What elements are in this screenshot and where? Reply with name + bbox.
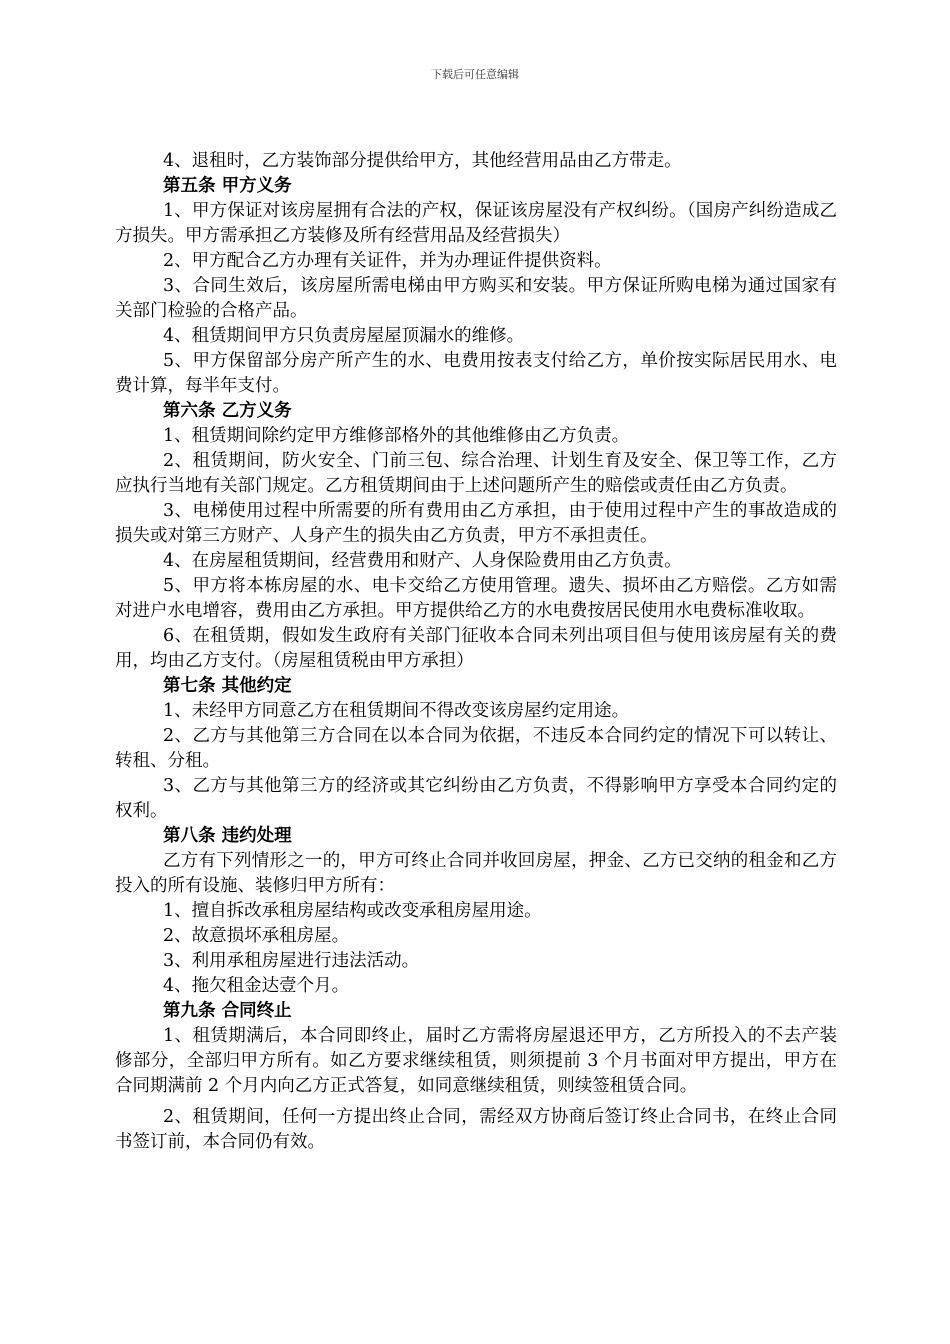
paragraph: 5、甲方保留部分房产所产生的水、电费用按表支付给乙方，单价按实际居民用水、电费计算，每半年支付。 <box>115 351 837 396</box>
paragraph: 4、在房屋租赁期间，经营费用和财产、人身保险费用由乙方负责。 <box>163 551 682 571</box>
paragraph: 3、利用承租房屋进行违法活动。 <box>163 951 420 971</box>
section-heading: 第七条 其他约定 <box>163 676 292 696</box>
paragraph: 1、甲方保证对该房屋拥有合法的产权，保证该房屋没有产权纠纷。（国房产纠纷造成乙方损失。甲方需承担乙方装修及所有经营用品及经营损失） <box>115 201 837 246</box>
paragraph: 2、租赁期间，防火安全、门前三包、综合治理、计划生育及安全、保卫等工作，乙方应执行当地有关部门规定。乙方租赁期间由于上述问题所产生的赔偿或责任由乙方负责。 <box>115 451 837 496</box>
section-heading: 第六条 乙方义务 <box>163 401 292 421</box>
paragraph: 1、未经甲方同意乙方在租赁期间不得改变该房屋约定用途。 <box>163 701 630 721</box>
section-heading: 第八条 违约处理 <box>163 826 292 846</box>
paragraph: 4、拖欠租金达壹个月。 <box>163 976 350 996</box>
paragraph: 2、乙方与其他第三方合同在以本合同为依据，不违反本合同约定的情况下可以转让、转租、分租。 <box>115 726 837 771</box>
paragraph: 1、擅自拆改承租房屋结构或改变承租房屋用途。 <box>163 901 542 921</box>
paragraph: 3、乙方与其他第三方的经济或其它纠纷由乙方负责，不得影响甲方享受本合同约定的权利。 <box>115 776 837 821</box>
paragraph: 3、合同生效后，该房屋所需电梯由甲方购买和安装。甲方保证所购电梯为通过国家有关部门检验的合格产品。 <box>115 276 837 321</box>
paragraph: 1、租赁期满后，本合同即终止，届时乙方需将房屋退还甲方，乙方所投入的不去产装修部分，全部归甲方所有。如乙方要求继续租赁，则须提前 3 个月书面对甲方提出，甲方在合同期满前 2 个月内向乙方正式答复，如同意继续租赁，则续签租赁合同。 <box>115 1026 837 1096</box>
section-heading: 第五条 甲方义务 <box>163 176 292 196</box>
paragraph: 2、故意损坏承租房屋。 <box>163 926 350 946</box>
paragraph: 4、退租时，乙方装饰部分提供给甲方，其他经营用品由乙方带走。 <box>163 151 682 171</box>
paragraph: 4、租赁期间甲方只负责房屋屋顶漏水的维修。 <box>163 326 525 346</box>
paragraph: 3、电梯使用过程中所需要的所有费用由乙方承担，由于使用过程中产生的事故造成的损失或对第三方财产、人身产生的损失由乙方负责，甲方不承担责任。 <box>115 501 837 546</box>
paragraph: 2、甲方配合乙方办理有关证件，并为办理证件提供资料。 <box>163 251 612 271</box>
paragraph: 2、租赁期间，任何一方提出终止合同，需经双方协商后签订终止合同书，在终止合同书签订前，本合同仍有效。 <box>115 1107 837 1152</box>
page-header: 下载后可任意编辑 <box>431 68 519 81</box>
paragraph: 1、租赁期间除约定甲方维修部格外的其他维修由乙方负责。 <box>163 426 630 446</box>
section-heading: 第九条 合同终止 <box>163 1001 292 1021</box>
paragraph: 5、甲方将本栋房屋的水、电卡交给乙方使用管理。遗失、损坏由乙方赔偿。乙方如需对进户水电增容，费用由乙方承担。甲方提供给乙方的水电费按居民使用水电费标准收取。 <box>115 576 837 621</box>
paragraph: 乙方有下列情形之一的，甲方可终止合同并收回房屋，押金、乙方已交纳的租金和乙方投入的所有设施、装修归甲方所有： <box>115 851 837 896</box>
paragraph: 6、在租赁期，假如发生政府有关部门征收本合同未列出项目但与使用该房屋有关的费用，均由乙方支付。（房屋租赁税由甲方承担） <box>115 626 837 671</box>
document-body <box>115 149 837 1155</box>
